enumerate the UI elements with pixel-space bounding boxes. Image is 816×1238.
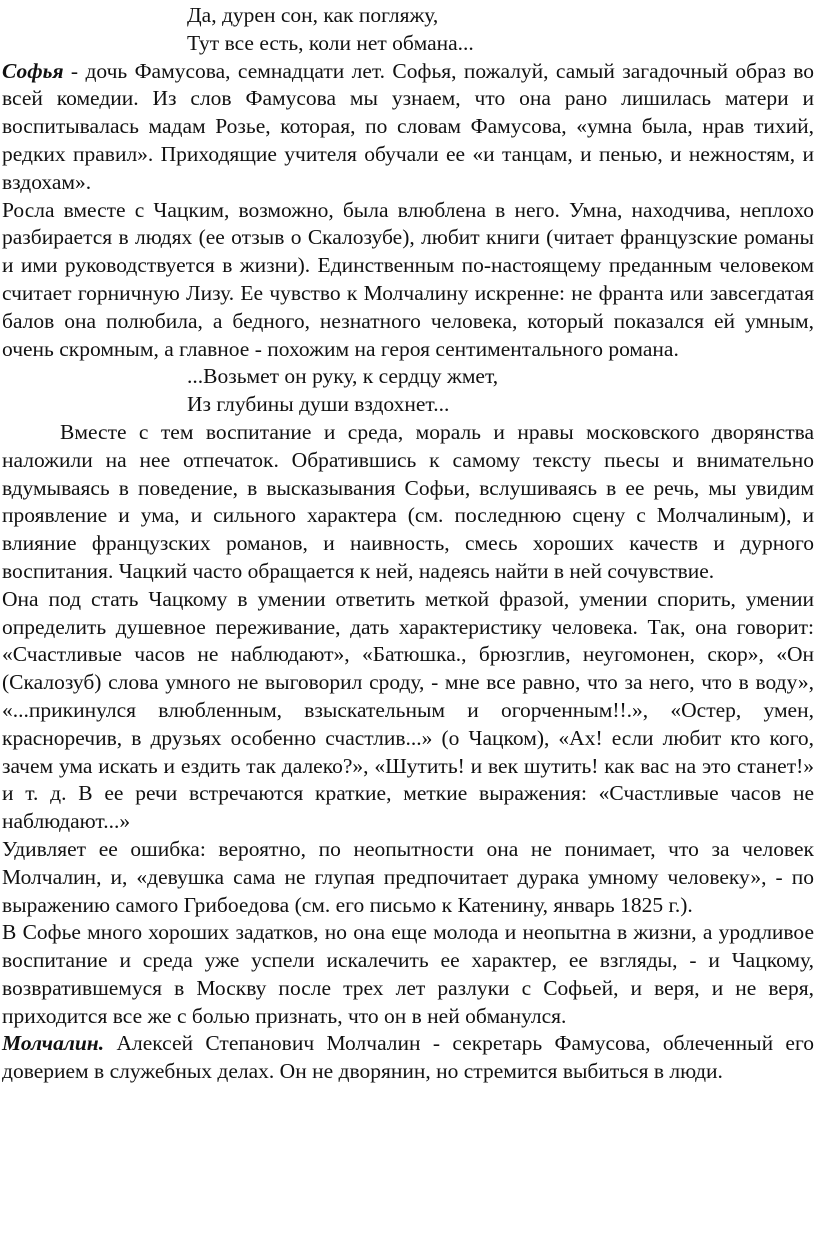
verse-line: ...Возьмет он руку, к сердцу жмет,	[187, 364, 499, 389]
paragraph: Она под стать Чацкому в умении ответить меткой фразой, умении спорить, умении определить душевное переживание, дать характеристику человека. Так, она говорит: «Счастливые часов не наблюдают», «Батюшка., брюзглив, неугомонен, скор», «Он (Скалозуб) слова умного не выговорил сроду, - мне все равно, что за него, что в воду», «...прикинулся влюбленным, взыскательным и огорченным!!.», «Остер, умен, красноречив, в друзьях особенно счастлив...» (о Чацком), «Ах! если любит кто кого, зачем ума искать и ездить так далеко?», «Шутить! и век шутить! как вас на это станет!» и т. д. В ее речи встречаются краткие, меткие выражения: «Счастливые часов не наблюдают...»	[2, 586, 814, 834]
paragraph-text: Алексей Степанович Молчалин - секретарь Фамусова, облеченный его доверием в служебных делах. Он не дворянин, но стремится выбиться в люди.	[2, 1031, 814, 1084]
paragraph: Вместе с тем воспитание и среда, мораль и нравы московского дворянства наложили на нее отпечаток. Обратившись к самому тексту пьесы и внимательно вдумываясь в поведение, в высказывания Софьи, вслушиваясь в ее речь, мы увидим проявление и ума, и сильного характера (см. последнюю сцену с Молчалиным), и влияние французских романов, и наивность, смесь хороших качеств и дурного воспитания. Чацкий часто обращается к ней, надеясь найти в ней сочувствие.	[2, 419, 814, 583]
paragraph: Удивляет ее ошибка: вероятно, по неопытности она не понимает, что за человек Молчалин, и, «девушка сама не глупая предпочитает дурака умному человеку», - по выражению самого Грибоедова (см. его письмо к Катенину, январь 1825 г.).	[2, 836, 814, 917]
paragraph-sofya	[2, 58, 814, 197]
verse-line: Да, дурен сон, как погляжу,	[187, 3, 439, 27]
character-name-molchalin: Молчалин.	[2, 1031, 105, 1056]
paragraph-molchalin	[2, 1030, 814, 1086]
paragraph: Росла вместе с Чацким, возможно, была влюблена в него. Умна, находчива, неплохо разбирается в людях (ее отзыв о Скалозубе), любит книги (читает французские романы и ими руководствуется в жизни). Единственным по-настоящему преданным человеком считает горничную Лизу. Ее чувство к Молчалину искренне: не франта или завсегдатая балов она полюбила, а бедного, незнатного человека, который показался ей умным, очень скромным, а главное - похожим на героя сентиментального романа.	[2, 197, 814, 361]
document-page	[2, 0, 814, 1086]
character-name-sofya: Софья	[2, 58, 64, 83]
paragraph-text: - дочь Фамусова, семнадцати лет. Софья, пожалуй, самый загадочный образ во всей комедии. Из слов Фамусова мы узнаем, что она рано лишилась матери и воспитывалась мадам Розье, которая, по словам Фамусова, «умна была, нрав тихий, редких правил». Приходящие учителя обучали ее «и танцам, и пенью, и нежностям, и вздохам».	[2, 58, 814, 194]
paragraph: В Софье много хороших задатков, но она еще молода и неопытна в жизни, а уродливое воспитание и среда уже успели искалечить ее характер, ее взгляды, - и Чацкому, возвратившемуся в Москву после трех лет разлуки с Софьей, и веря, и не веря, приходится все же с болью признать, что он в ней обманулся.	[2, 920, 814, 1028]
verse-line: Тут все есть, коли нет обмана...	[187, 30, 474, 55]
verse-line: Из глубины души вздохнет...	[187, 392, 450, 417]
